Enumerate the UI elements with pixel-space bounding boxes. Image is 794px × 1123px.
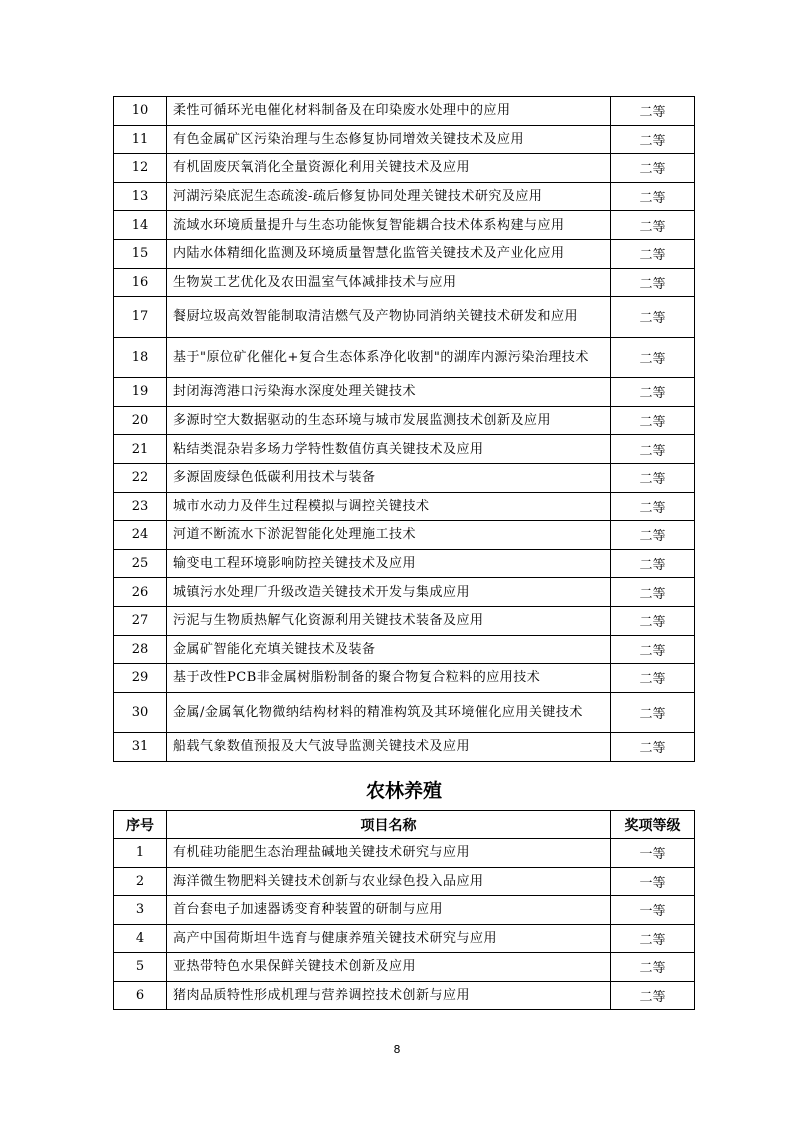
table-row [114, 692, 695, 733]
project-name: 有机固废厌氧消化全量资源化利用关键技术及应用 [167, 154, 611, 183]
table-row [114, 733, 695, 762]
section-title: 农林养殖 [365, 780, 442, 802]
header-name: 项目名称 [167, 811, 611, 839]
project-name: 河道不断流水下淤泥智能化处理施工技术 [167, 521, 611, 550]
award-level: 二等 [611, 492, 695, 521]
award-level: 二等 [611, 378, 695, 407]
award-level: 二等 [611, 521, 695, 550]
row-number: 19 [114, 378, 167, 407]
award-level: 二等 [611, 435, 695, 464]
row-number: 5 [114, 953, 167, 982]
award-level: 二等 [611, 239, 695, 268]
table-row [114, 867, 695, 896]
table-row [114, 337, 695, 378]
table-row [114, 578, 695, 607]
row-number: 31 [114, 733, 167, 762]
table-row [114, 606, 695, 635]
award-level: 二等 [611, 463, 695, 492]
award-level: 一等 [611, 839, 695, 868]
award-level: 二等 [611, 549, 695, 578]
table-header-row [114, 811, 695, 839]
row-number: 15 [114, 239, 167, 268]
project-name: 猪肉品质特性形成机理与营养调控技术创新与应用 [167, 981, 611, 1010]
table-row [114, 521, 695, 550]
project-name: 河湖污染底泥生态疏浚-疏后修复协同处理关键技术研究及应用 [167, 182, 611, 211]
row-number: 14 [114, 211, 167, 240]
project-name: 餐厨垃圾高效智能制取清洁燃气及产物协同消纳关键技术研发和应用 [167, 297, 611, 338]
project-name: 有机硅功能肥生态治理盐碱地关键技术研究与应用 [167, 839, 611, 868]
table-row [114, 154, 695, 183]
row-number: 6 [114, 981, 167, 1010]
award-level: 一等 [611, 867, 695, 896]
project-name: 船载气象数值预报及大气波导监测关键技术及应用 [167, 733, 611, 762]
table-row [114, 664, 695, 693]
project-name: 金属矿智能化充填关键技术及装备 [167, 635, 611, 664]
page-number: 8 [393, 1043, 401, 1056]
project-name: 城镇污水处理厂升级改造关键技术开发与集成应用 [167, 578, 611, 607]
awards-table-agriculture [113, 810, 695, 1010]
row-number: 4 [114, 924, 167, 953]
award-level: 二等 [611, 692, 695, 733]
award-level: 二等 [611, 606, 695, 635]
project-name: 有色金属矿区污染治理与生态修复协同增效关键技术及应用 [167, 125, 611, 154]
row-number: 24 [114, 521, 167, 550]
project-name: 亚热带特色水果保鲜关键技术创新及应用 [167, 953, 611, 982]
award-level: 二等 [611, 268, 695, 297]
project-name: 基于改性PCB非金属树脂粉制备的聚合物复合粒料的应用技术 [167, 664, 611, 693]
row-number: 3 [114, 896, 167, 925]
project-name: 首台套电子加速器诱变育种装置的研制与应用 [167, 896, 611, 925]
table-row [114, 463, 695, 492]
table-row [114, 492, 695, 521]
awards-table-environment [113, 96, 695, 762]
award-level: 二等 [611, 635, 695, 664]
row-number: 29 [114, 664, 167, 693]
row-number: 20 [114, 406, 167, 435]
row-number: 17 [114, 297, 167, 338]
project-name: 多源固废绿色低碳利用技术与装备 [167, 463, 611, 492]
award-level: 二等 [611, 125, 695, 154]
table-row [114, 953, 695, 982]
award-level: 二等 [611, 953, 695, 982]
row-number: 13 [114, 182, 167, 211]
row-number: 18 [114, 337, 167, 378]
table-row [114, 549, 695, 578]
award-level: 一等 [611, 896, 695, 925]
project-name: 污泥与生物质热解气化资源利用关键技术装备及应用 [167, 606, 611, 635]
award-level: 二等 [611, 297, 695, 338]
row-number: 28 [114, 635, 167, 664]
project-name: 流域水环境质量提升与生态功能恢复智能耦合技术体系构建与应用 [167, 211, 611, 240]
row-number: 16 [114, 268, 167, 297]
project-name: 柔性可循环光电催化材料制备及在印染废水处理中的应用 [167, 97, 611, 126]
table-row [114, 839, 695, 868]
table-row [114, 182, 695, 211]
award-level: 二等 [611, 981, 695, 1010]
table-row [114, 406, 695, 435]
project-name: 多源时空大数据驱动的生态环境与城市发展监测技术创新及应用 [167, 406, 611, 435]
row-number: 11 [114, 125, 167, 154]
project-name: 海洋微生物肥料关键技术创新与农业绿色投入品应用 [167, 867, 611, 896]
table-row [114, 297, 695, 338]
project-name: 高产中国荷斯坦牛选育与健康养殖关键技术研究与应用 [167, 924, 611, 953]
table-row [114, 981, 695, 1010]
header-num: 序号 [114, 811, 167, 839]
row-number: 26 [114, 578, 167, 607]
row-number: 21 [114, 435, 167, 464]
row-number: 10 [114, 97, 167, 126]
row-number: 25 [114, 549, 167, 578]
award-level: 二等 [611, 154, 695, 183]
table-row [114, 268, 695, 297]
table-row [114, 435, 695, 464]
award-level: 二等 [611, 578, 695, 607]
row-number: 30 [114, 692, 167, 733]
project-name: 粘结类混杂岩多场力学特性数值仿真关键技术及应用 [167, 435, 611, 464]
project-name: 金属/金属氧化物微纳结构材料的精准构筑及其环境催化应用关键技术 [167, 692, 611, 733]
project-name: 输变电工程环境影响防控关键技术及应用 [167, 549, 611, 578]
header-award: 奖项等级 [611, 811, 695, 839]
award-level: 二等 [611, 337, 695, 378]
project-name: 城市水动力及伴生过程模拟与调控关键技术 [167, 492, 611, 521]
award-level: 二等 [611, 97, 695, 126]
row-number: 23 [114, 492, 167, 521]
project-name: 生物炭工艺优化及农田温室气体减排技术与应用 [167, 268, 611, 297]
award-level: 二等 [611, 182, 695, 211]
award-level: 二等 [611, 664, 695, 693]
row-number: 2 [114, 867, 167, 896]
table-row [114, 211, 695, 240]
project-name: 封闭海湾港口污染海水深度处理关键技术 [167, 378, 611, 407]
table-row [114, 97, 695, 126]
table-row [114, 239, 695, 268]
table-row [114, 125, 695, 154]
award-level: 二等 [611, 211, 695, 240]
table-row [114, 378, 695, 407]
award-level: 二等 [611, 733, 695, 762]
table-row [114, 924, 695, 953]
project-name: 基于"原位矿化催化+复合生态体系净化收割"的湖库内源污染治理技术 [167, 337, 611, 378]
row-number: 22 [114, 463, 167, 492]
award-level: 二等 [611, 924, 695, 953]
project-name: 内陆水体精细化监测及环境质量智慧化监管关键技术及产业化应用 [167, 239, 611, 268]
award-level: 二等 [611, 406, 695, 435]
row-number: 1 [114, 839, 167, 868]
table-row [114, 896, 695, 925]
table-row [114, 635, 695, 664]
row-number: 12 [114, 154, 167, 183]
row-number: 27 [114, 606, 167, 635]
